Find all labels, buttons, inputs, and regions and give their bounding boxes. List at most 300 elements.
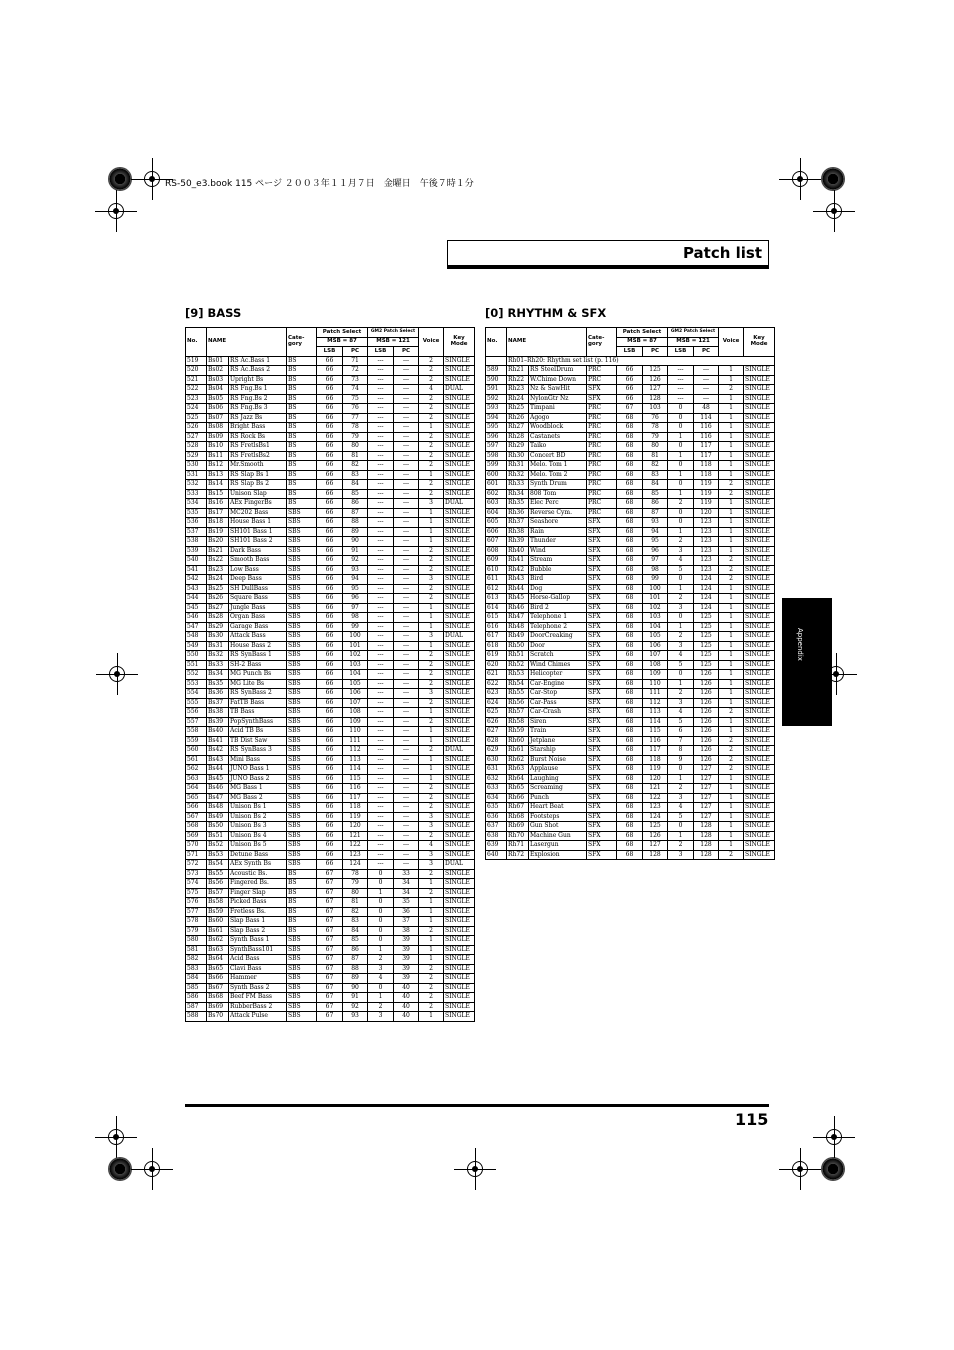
table-row — [486, 717, 775, 727]
cell-voice: 4 — [419, 841, 444, 851]
cell-no: 589 — [486, 366, 507, 376]
cell-voice: 2 — [419, 670, 444, 680]
cell-msb87-pc: 81 — [643, 451, 668, 461]
cell-code: Rh38 — [507, 527, 529, 537]
cell-msb87-pc: 119 — [643, 765, 668, 775]
cell-msb87-pc: 112 — [343, 746, 368, 756]
cell-msb121-pc: --- — [394, 641, 419, 651]
cell-msb87-pc: 92 — [343, 556, 368, 566]
cell-msb87-lsb: 66 — [317, 404, 343, 414]
col-voice: Voice — [419, 328, 444, 357]
cell-msb87-lsb: 66 — [317, 812, 343, 822]
table-row — [486, 774, 775, 784]
cell-key-mode: SINGLE — [744, 451, 775, 461]
table-row — [486, 708, 775, 718]
cell-category: SFX — [587, 784, 617, 794]
cell-msb87-pc: 94 — [343, 575, 368, 585]
cell-category: SFX — [587, 632, 617, 642]
cell-msb87-lsb: 66 — [317, 451, 343, 461]
cell-msb87-lsb: 67 — [317, 1012, 343, 1022]
cell-msb87-lsb: 66 — [317, 565, 343, 575]
cell-msb87-lsb: 68 — [617, 765, 643, 775]
cell-msb121-lsb: --- — [368, 812, 394, 822]
cell-msb121-pc: 123 — [694, 537, 719, 547]
cell-voice: 1 — [719, 546, 744, 556]
cell-key-mode: SINGLE — [744, 841, 775, 851]
col-msb87: MSB = 87 — [617, 337, 668, 347]
cell-code: Bs26 — [207, 594, 229, 604]
table-row — [186, 679, 475, 689]
cell-msb121-pc: 123 — [694, 556, 719, 566]
cell-category: SBS — [287, 613, 317, 623]
cell-msb87-lsb: 67 — [317, 917, 343, 927]
cell-voice: 1 — [719, 375, 744, 385]
cell-msb87-pc: 94 — [643, 527, 668, 537]
cell-code: Bs61 — [207, 926, 229, 936]
cell-key-mode: SINGLE — [444, 736, 475, 746]
cell-voice: 2 — [419, 556, 444, 566]
cell-msb87-lsb: 67 — [317, 945, 343, 955]
cell-msb121-lsb: 1 — [668, 831, 694, 841]
cell-msb121-pc: --- — [394, 860, 419, 870]
cell-key-mode: SINGLE — [444, 603, 475, 613]
cell-no: 550 — [186, 651, 207, 661]
cell-no: 561 — [186, 755, 207, 765]
cell-code: Rh43 — [507, 575, 529, 585]
cell-category: SFX — [587, 641, 617, 651]
cell-key-mode: SINGLE — [444, 584, 475, 594]
table-row — [486, 461, 775, 471]
cell-msb121-pc: --- — [394, 556, 419, 566]
registration-disc-icon — [821, 167, 845, 191]
cell-msb87-pc: 87 — [343, 955, 368, 965]
cell-category: SBS — [287, 698, 317, 708]
cell-msb87-pc: 117 — [343, 793, 368, 803]
cell-key-mode: SINGLE — [744, 404, 775, 414]
cell-msb87-lsb: 67 — [317, 993, 343, 1003]
table-row — [186, 432, 475, 442]
cell-key-mode: SINGLE — [744, 641, 775, 651]
bass-patch-table — [185, 327, 475, 1022]
cell-msb87-pc: 100 — [643, 584, 668, 594]
cell-name: Bird 2 — [529, 603, 587, 613]
table-row — [186, 993, 475, 1003]
cell-name: Nz & SawHit — [529, 385, 587, 395]
cell-msb87-lsb: 66 — [317, 546, 343, 556]
cell-category: SBS — [287, 537, 317, 547]
cell-code: Bs31 — [207, 641, 229, 651]
table-row — [186, 451, 475, 461]
cell-msb121-pc: --- — [394, 594, 419, 604]
cell-no: 577 — [186, 907, 207, 917]
cell-no: 594 — [486, 413, 507, 423]
cell-code: Rh68 — [507, 812, 529, 822]
cell-msb121-lsb: 0 — [368, 917, 394, 927]
table-row — [186, 1002, 475, 1012]
cell-key-mode: SINGLE — [744, 508, 775, 518]
cell-msb121-lsb: --- — [368, 442, 394, 452]
cell-msb87-lsb: 66 — [317, 432, 343, 442]
cell-no: 543 — [186, 584, 207, 594]
cell-msb87-lsb: 68 — [617, 651, 643, 661]
cell-no: 574 — [186, 879, 207, 889]
cell-code: Rh22 — [507, 375, 529, 385]
cell-msb87-pc: 93 — [343, 1012, 368, 1022]
cell-msb87-lsb: 66 — [317, 442, 343, 452]
cell-code: Bs63 — [207, 945, 229, 955]
table-row — [486, 727, 775, 737]
cell-category: SBS — [287, 1002, 317, 1012]
cell-key-mode: SINGLE — [444, 993, 475, 1003]
col-msb121: MSB = 121 — [668, 337, 719, 347]
cell-voice: 1 — [719, 442, 744, 452]
cell-category: SBS — [287, 964, 317, 974]
cell-key-mode: SINGLE — [444, 404, 475, 414]
cell-msb121-lsb: --- — [368, 641, 394, 651]
cell-msb87-lsb: 68 — [617, 708, 643, 718]
cell-category: SBS — [287, 565, 317, 575]
cell-name: Train — [529, 727, 587, 737]
cell-voice: 2 — [419, 546, 444, 556]
cell-msb121-lsb: 0 — [368, 869, 394, 879]
cell-msb87-pc: 102 — [343, 651, 368, 661]
page-number: 115 — [735, 1110, 769, 1129]
cell-msb121-pc: --- — [394, 480, 419, 490]
cell-msb87-pc: 76 — [343, 404, 368, 414]
cell-msb121-lsb: 1 — [368, 888, 394, 898]
cell-key-mode: SINGLE — [444, 641, 475, 651]
cell-category: SBS — [287, 584, 317, 594]
cell-category: PRC — [587, 461, 617, 471]
cell-voice: 1 — [719, 499, 744, 509]
cell-msb87-lsb: 66 — [317, 755, 343, 765]
cell-category: SFX — [587, 793, 617, 803]
cell-name: PopSynthBass — [229, 717, 287, 727]
cell-msb121-lsb: 2 — [668, 689, 694, 699]
title-underline — [447, 266, 769, 269]
table-row — [486, 784, 775, 794]
cell-no: 606 — [486, 527, 507, 537]
cell-code: Bs53 — [207, 850, 229, 860]
cell-msb87-lsb: 66 — [317, 556, 343, 566]
cell-msb121-lsb: 3 — [668, 698, 694, 708]
table-row — [486, 489, 775, 499]
cell-msb121-pc: --- — [394, 708, 419, 718]
cell-msb121-lsb: --- — [368, 584, 394, 594]
cell-name: Melo. Tom 1 — [529, 461, 587, 471]
cell-name: Bright Bass — [229, 423, 287, 433]
cell-msb121-lsb: --- — [368, 822, 394, 832]
cell-msb121-pc: --- — [394, 442, 419, 452]
cell-no: 604 — [486, 508, 507, 518]
cell-code: Bs01 — [207, 356, 229, 366]
cell-no: 530 — [186, 461, 207, 471]
cell-name: RS Jazz Bs — [229, 413, 287, 423]
cell-voice: 3 — [419, 850, 444, 860]
book-info-header: RS-50_e3.book 115 ページ ２００３年１１月７日 金曜日 午後７時１分 — [165, 179, 474, 189]
cell-name: Jungle Bass — [229, 603, 287, 613]
table-row — [186, 442, 475, 452]
cell-category: PRC — [587, 508, 617, 518]
cell-key-mode: SINGLE — [444, 945, 475, 955]
cell-name: RS FretlsBs1 — [229, 442, 287, 452]
cell-key-mode: SINGLE — [744, 366, 775, 376]
cell-name: SH-2 Bass — [229, 660, 287, 670]
cell-name: RS SynBass 1 — [229, 651, 287, 661]
cell-msb87-pc: 82 — [343, 461, 368, 471]
cell-name: Unison Bs 3 — [229, 822, 287, 832]
cell-name: Reverse Cym. — [529, 508, 587, 518]
cell-key-mode: SINGLE — [744, 679, 775, 689]
cell-key-mode: SINGLE — [444, 803, 475, 813]
cell-category: SBS — [287, 945, 317, 955]
cell-msb121-lsb: 0 — [668, 575, 694, 585]
cell-msb87-lsb: 68 — [617, 594, 643, 604]
cell-name: RS Fng.Bs 1 — [229, 385, 287, 395]
cell-voice: 1 — [719, 470, 744, 480]
cell-msb87-lsb: 68 — [617, 812, 643, 822]
table-row — [186, 841, 475, 851]
table-row — [486, 404, 775, 414]
cell-code: Rh63 — [507, 765, 529, 775]
cell-code: Rh37 — [507, 518, 529, 528]
cell-msb121-lsb: 6 — [668, 727, 694, 737]
cell-code: Rh69 — [507, 822, 529, 832]
cell-code: Bs20 — [207, 537, 229, 547]
cell-msb121-pc: --- — [394, 679, 419, 689]
cell-msb87-pc: 88 — [343, 964, 368, 974]
cell-key-mode: SINGLE — [744, 812, 775, 822]
cell-voice: 1 — [719, 717, 744, 727]
cell-code: Bs70 — [207, 1012, 229, 1022]
cell-msb87-lsb: 68 — [617, 793, 643, 803]
cell-code: Bs33 — [207, 660, 229, 670]
cell-name: Burst Noise — [529, 755, 587, 765]
cell-code: Rh70 — [507, 831, 529, 841]
cell-msb121-pc: 126 — [694, 717, 719, 727]
cell-msb87-pc: 115 — [643, 727, 668, 737]
cell-msb121-pc: --- — [394, 613, 419, 623]
cell-category: SBS — [287, 860, 317, 870]
cell-msb121-pc: 118 — [694, 470, 719, 480]
cell-code: Bs27 — [207, 603, 229, 613]
cell-msb121-lsb: --- — [368, 622, 394, 632]
cell-category: PRC — [587, 451, 617, 461]
cell-voice: 1 — [719, 432, 744, 442]
cell-msb121-pc: 125 — [694, 660, 719, 670]
table-row — [486, 470, 775, 480]
cell-no: 619 — [486, 651, 507, 661]
cell-msb87-lsb: 68 — [617, 470, 643, 480]
cell-no: 536 — [186, 518, 207, 528]
cell-msb87-lsb: 66 — [317, 613, 343, 623]
col-pc: PC — [643, 347, 668, 357]
cell-msb121-lsb: --- — [668, 366, 694, 376]
cell-voice: 1 — [419, 955, 444, 965]
cell-key-mode: SINGLE — [744, 632, 775, 642]
cell-name: Thunder — [529, 537, 587, 547]
cell-no: 608 — [486, 546, 507, 556]
cell-voice: 2 — [419, 480, 444, 490]
cell-msb121-pc: 40 — [394, 993, 419, 1003]
cell-msb121-pc: --- — [394, 546, 419, 556]
cell-key-mode: SINGLE — [744, 556, 775, 566]
cell-code: Bs30 — [207, 632, 229, 642]
cell-name: House Bass 2 — [229, 641, 287, 651]
cell-key-mode: DUAL — [444, 860, 475, 870]
cell-code: Rh53 — [507, 670, 529, 680]
cell-no: 584 — [186, 974, 207, 984]
cell-msb121-lsb: 0 — [668, 461, 694, 471]
cell-no: 576 — [186, 898, 207, 908]
cell-voice: 2 — [719, 489, 744, 499]
cell-key-mode: SINGLE — [444, 394, 475, 404]
cell-no: 634 — [486, 793, 507, 803]
cell-key-mode: DUAL — [444, 499, 475, 509]
cell-code: Rh23 — [507, 385, 529, 395]
cell-msb87-lsb: 66 — [317, 423, 343, 433]
cell-name: Castanets — [529, 432, 587, 442]
cell-msb121-lsb: --- — [368, 860, 394, 870]
cell-code: Bs29 — [207, 622, 229, 632]
cell-msb121-pc: 127 — [694, 765, 719, 775]
cell-category: SFX — [587, 670, 617, 680]
cell-name: Clavi Bass — [229, 964, 287, 974]
cell-no: 605 — [486, 518, 507, 528]
cell-name: Woodblock — [529, 423, 587, 433]
cell-msb87-lsb: 68 — [617, 537, 643, 547]
cell-no: 539 — [186, 546, 207, 556]
cell-name: Unison Bs 1 — [229, 803, 287, 813]
cell-msb87-pc: 119 — [343, 812, 368, 822]
cell-voice: 1 — [419, 936, 444, 946]
cell-msb121-pc: --- — [394, 670, 419, 680]
cell-msb121-pc: 123 — [694, 565, 719, 575]
cell-msb121-pc: --- — [394, 793, 419, 803]
cell-msb87-pc: 95 — [343, 584, 368, 594]
cell-category: SFX — [587, 603, 617, 613]
cell-key-mode: SINGLE — [444, 755, 475, 765]
cell-no: 626 — [486, 717, 507, 727]
cell-key-mode: SINGLE — [444, 480, 475, 490]
cell-name: Car-Pass — [529, 698, 587, 708]
cell-name: DoorCreaking — [529, 632, 587, 642]
cell-category: SFX — [587, 537, 617, 547]
cell-code: Rh64 — [507, 774, 529, 784]
cell-msb87-pc: 97 — [343, 603, 368, 613]
cell-msb121-lsb: 1 — [668, 489, 694, 499]
table-row — [186, 499, 475, 509]
cell-msb121-lsb: --- — [368, 632, 394, 642]
cell-key-mode: SINGLE — [744, 584, 775, 594]
cell-code: Bs25 — [207, 584, 229, 594]
cell-msb87-lsb: 68 — [617, 784, 643, 794]
cell-category: SFX — [587, 736, 617, 746]
cell-msb121-lsb: --- — [368, 660, 394, 670]
cell-code: Bs56 — [207, 879, 229, 889]
cell-category: PRC — [587, 480, 617, 490]
cell-name: Mr.Smooth — [229, 461, 287, 471]
cell-no: 581 — [186, 945, 207, 955]
cell-code: Rh33 — [507, 480, 529, 490]
cell-key-mode: SINGLE — [744, 423, 775, 433]
cell-key-mode: SINGLE — [444, 442, 475, 452]
cell-name: Seashore — [529, 518, 587, 528]
cell-key-mode: SINGLE — [744, 831, 775, 841]
cell-category: SFX — [587, 698, 617, 708]
cell-msb121-lsb: --- — [368, 546, 394, 556]
cell-name: Acoustic Bs. — [229, 869, 287, 879]
cell-msb121-lsb: 0 — [668, 413, 694, 423]
cell-voice: 2 — [719, 565, 744, 575]
cell-msb121-pc: 39 — [394, 936, 419, 946]
cell-msb87-pc: 104 — [643, 622, 668, 632]
cell-code: Bs04 — [207, 385, 229, 395]
cell-key-mode: SINGLE — [744, 470, 775, 480]
cell-no: 549 — [186, 641, 207, 651]
cell-name: SH101 Bass 1 — [229, 527, 287, 537]
cell-msb121-pc: 127 — [694, 774, 719, 784]
cell-msb87-lsb: 66 — [317, 689, 343, 699]
cell-no: 541 — [186, 565, 207, 575]
cell-code: Rh42 — [507, 565, 529, 575]
cell-msb121-lsb: --- — [368, 841, 394, 851]
bass-section-title: [9] BASS — [185, 306, 242, 320]
cell-msb121-lsb: 0 — [368, 898, 394, 908]
cell-no: 590 — [486, 375, 507, 385]
crosshair-icon — [139, 1156, 165, 1182]
cell-msb121-pc: 124 — [694, 575, 719, 585]
cell-msb87-pc: 99 — [643, 575, 668, 585]
cell-msb121-pc: --- — [394, 394, 419, 404]
cell-msb87-lsb: 66 — [317, 765, 343, 775]
cell-no: 578 — [186, 917, 207, 927]
cell-msb87-lsb: 68 — [617, 461, 643, 471]
cell-key-mode: SINGLE — [744, 708, 775, 718]
cell-name: RS Rock Bs — [229, 432, 287, 442]
cell-name: Fretless Bs. — [229, 907, 287, 917]
cell-msb121-pc: --- — [394, 660, 419, 670]
cell-msb121-pc: --- — [394, 850, 419, 860]
table-row — [186, 765, 475, 775]
cell-key-mode: SINGLE — [444, 461, 475, 471]
cell-code: Bs44 — [207, 765, 229, 775]
cell-name: Car-Stop — [529, 689, 587, 699]
cell-msb87-lsb: 67 — [317, 936, 343, 946]
cell-key-mode: SINGLE — [744, 565, 775, 575]
cell-msb121-lsb: 0 — [668, 613, 694, 623]
cell-code: Rh31 — [507, 461, 529, 471]
table-row — [186, 945, 475, 955]
cell-category: BS — [287, 423, 317, 433]
cell-key-mode: SINGLE — [744, 480, 775, 490]
table-row — [486, 736, 775, 746]
cell-category: BS — [287, 869, 317, 879]
cell-code: Rh29 — [507, 442, 529, 452]
cell-voice: 2 — [419, 584, 444, 594]
cell-no: 559 — [186, 736, 207, 746]
cell-voice: 2 — [719, 385, 744, 395]
cell-code: Rh24 — [507, 394, 529, 404]
crosshair-icon — [139, 166, 165, 192]
cell-msb121-pc: 123 — [694, 518, 719, 528]
table-row — [486, 822, 775, 832]
cell-code: Bs10 — [207, 442, 229, 452]
cell-no: 566 — [186, 803, 207, 813]
cell-msb121-lsb: --- — [368, 746, 394, 756]
cell-msb87-pc: 105 — [343, 679, 368, 689]
cell-category: SBS — [287, 651, 317, 661]
